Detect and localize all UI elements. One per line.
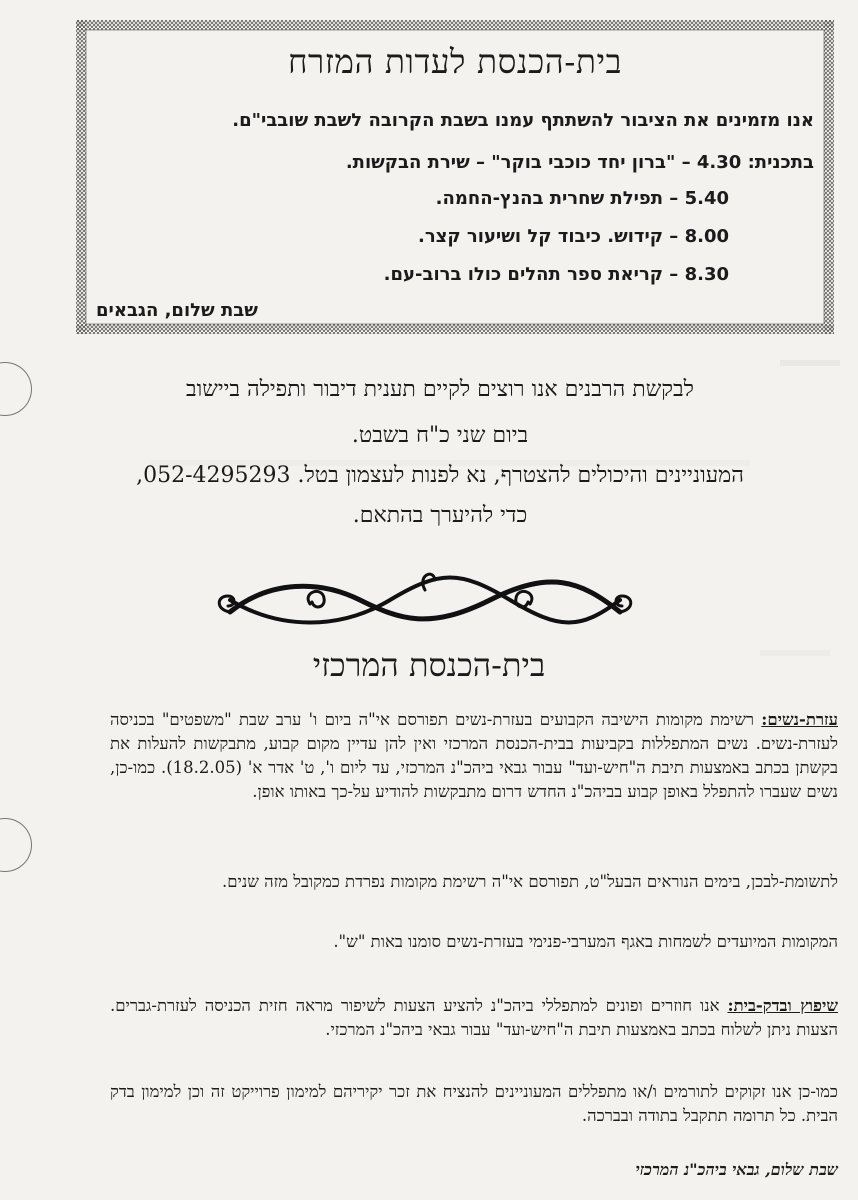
box-signature: שבת שלום, הגבאים xyxy=(96,300,258,321)
paragraph-text: רשימת מקומות הישיבה הקבועים בעזרת-נשים תפורסם אי"ה ביום ו' ערב שבת "משפטים" בכניסה לעזרת-נשים. נשים המתפללות בקביעות בבית-הכנסת המרכזי ואין להן עדיין מקום קבוע, מתבקשות להעלות את בקשתן בכתב באמצעות תיבת ה"חיש-ועד" עבור גבאי ביהכ"נ המרכזי, עד ליום ו', ט' אדר א' (18.2.05). כמו-כן, נשים שעברו להתפלל באופן קבוע בביהכ"נ החדש דרום מתבקשות להודיע על-כך באותו אופן. xyxy=(110,710,838,801)
bottom-signature: שבת שלום, גבאי ביהכ"נ המרכזי xyxy=(635,1160,838,1179)
paragraph-high-holidays xyxy=(110,870,838,894)
paragraph-lead: עזרת-נשים: xyxy=(761,710,838,729)
handwritten-line-4: כדי להיערך בהתאם. xyxy=(352,503,528,528)
paragraph-text: לתשומת-לבכן, בימים הנוראים הבעל"ט, תפורסם אי"ה רשימת מקומות נפרדת כמקובל מזה שנים. xyxy=(221,872,838,891)
handwritten-line-3: המעוניינים והיכולים להצטרף, נא לפנות לעצמון בטל. 052-4295293, xyxy=(136,463,744,488)
paragraph-lead: שיפוץ ובדק-בית: xyxy=(727,996,838,1015)
ornament-divider xyxy=(210,560,640,640)
binder-hole-bottom xyxy=(0,818,32,872)
program-line-3: 8.00 – קידוש. כיבוד קל ושיעור קצר. xyxy=(417,226,729,247)
paragraph-text: המקומות המיועדים לשמחות באגף המערבי-פנימי בעזרת-נשים סומנו באות "ש". xyxy=(333,932,838,951)
paragraph-celebration-seats xyxy=(110,930,838,954)
announcement-box xyxy=(76,20,834,334)
paragraph-renovation xyxy=(110,994,838,1042)
program-line-2: 5.40 – תפילת שחרית בהנץ-החמה. xyxy=(435,188,729,209)
paragraph-text: אנו חוזרים ופונים למתפללי ביהכ"נ להציע הצעות לשיפור מראה חזית הכניסה לעזרת-גברים. הצעות ניתן לשלוח בכתב באמצעות תיבת ה"חיש-ועד" עבור גבאי ביהכ"נ המרכזי. xyxy=(110,996,838,1039)
program-line-4: 8.30 – קריאת ספר תהלים כולו ברוב-עם. xyxy=(383,264,729,285)
paragraph-donors xyxy=(110,1080,838,1128)
box-intro: אנו מזמינים את הציבור להשתתף עמנו בשבת הקרובה לשבת שובבי"ם. xyxy=(232,110,814,131)
binder-hole-top xyxy=(0,362,32,416)
paragraph-womens-section xyxy=(110,708,838,804)
main-title: בית-הכנסת המרכזי xyxy=(312,646,546,684)
handwritten-line-1: לבקשת הרבנים אנו רוצים לקיים תענית דיבור ותפילה ביישוב xyxy=(186,377,694,402)
handwritten-line-2: ביום שני כ"ח בשבט. xyxy=(351,423,529,448)
paragraph-text: כמו-כן אנו זקוקים לתורמים ו/או מתפללים המעוניינים להנציח את זכר יקיריהם למימון פרוייקט זה וכן למימון בדק הבית. כל תרומה תתקבל בתודה ובברכה. xyxy=(110,1082,838,1125)
box-title: בית-הכנסת לעדות המזרח xyxy=(287,42,623,81)
program-line-1: בתכנית: 4.30 – "ברון יחד כוכבי בוקר" – שירת הבקשות. xyxy=(345,152,814,173)
